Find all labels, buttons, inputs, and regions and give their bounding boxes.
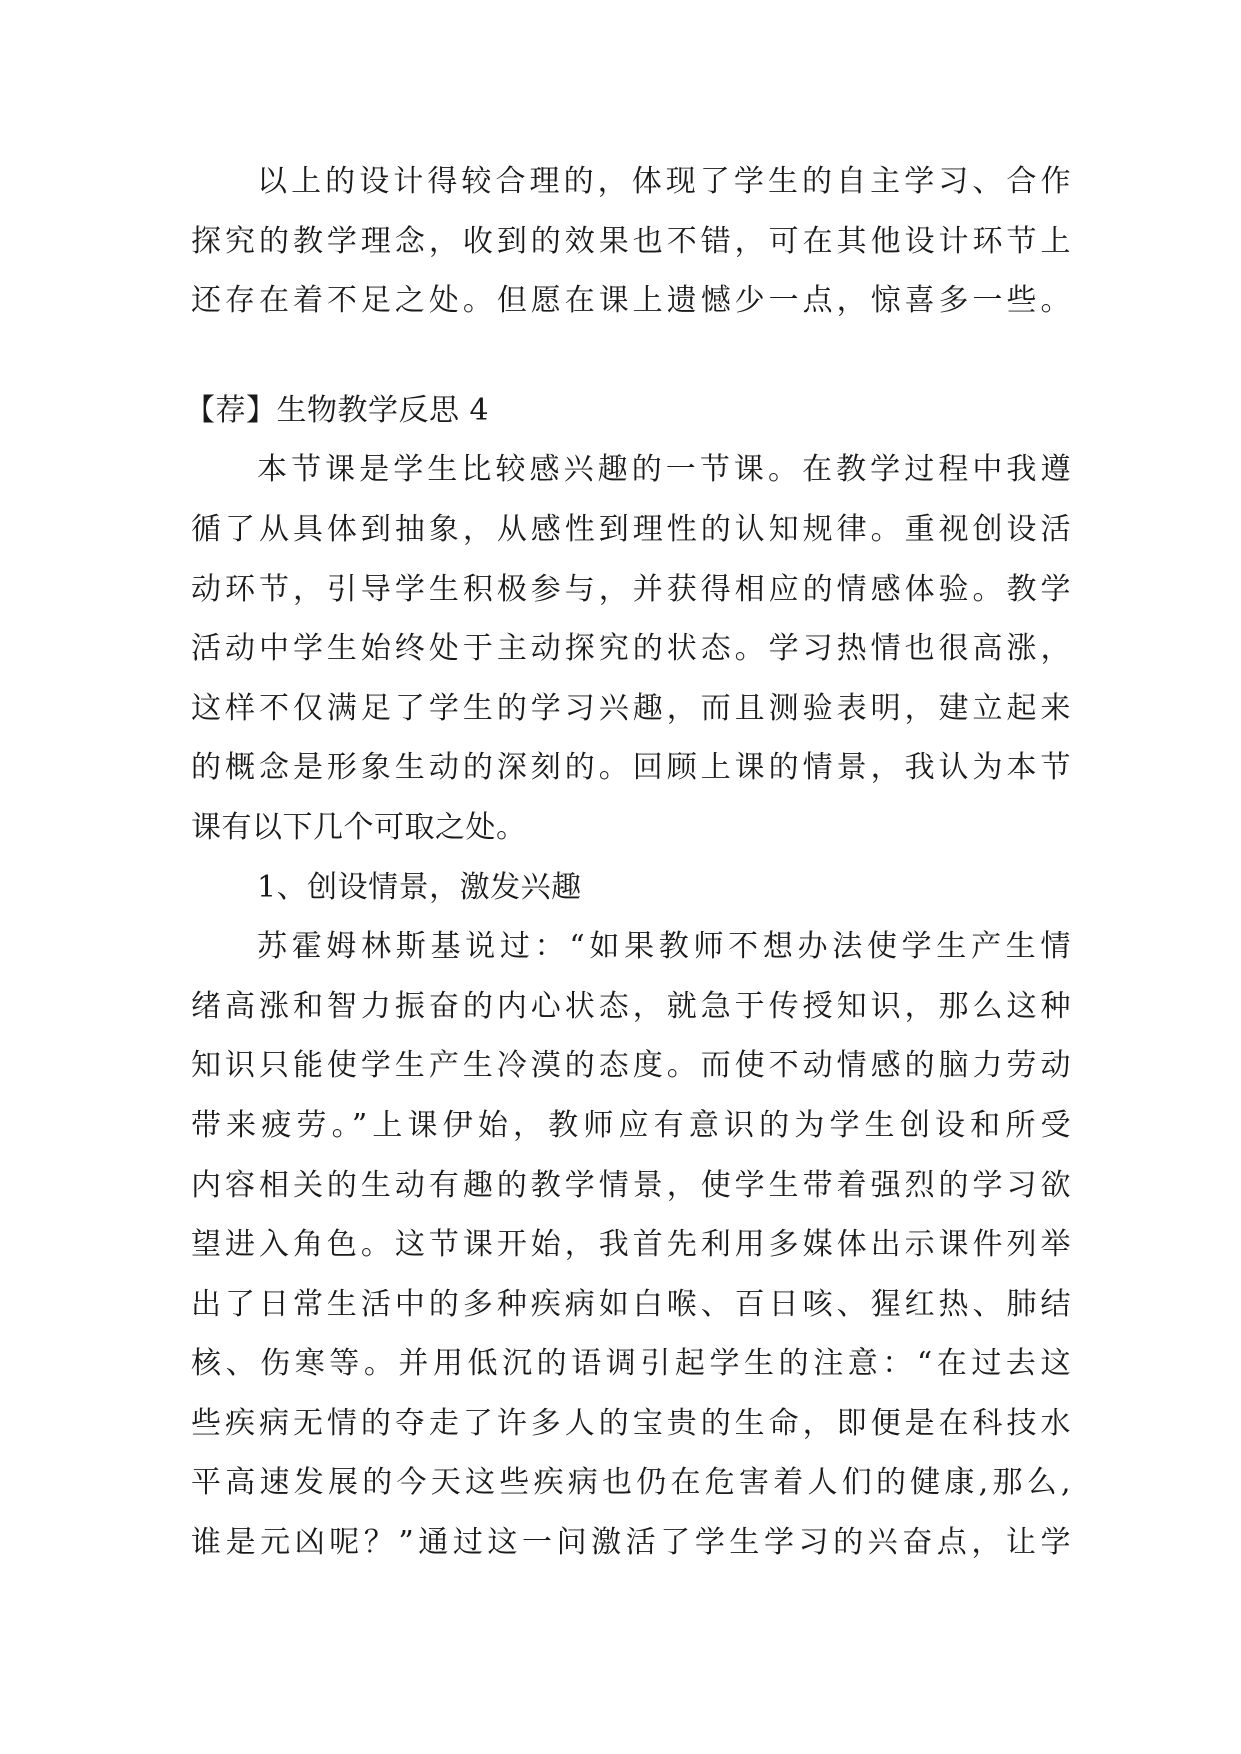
section-heading: 【荐】生物教学反思 4 [185,392,490,428]
paragraph-line: 还存在着不足之处。但愿在课上遗憾少一点，惊喜多一些。 [191,283,1071,319]
paragraph-line: 绪高涨和智力振奋的内心状态，就急于传授知识，那么这种 [191,988,1071,1024]
paragraph-3 [191,917,1071,1573]
paragraph-line: 谁是元凶呢？”通过这一问激活了学生学习的兴奋点，让学 [191,1525,1071,1561]
paragraph-line: 以上的设计得较合理的，体现了学生的自主学习、合作 [257,164,1071,199]
paragraph-line: 本节课是学生比较感兴趣的一节课。在教学过程中我遵 [257,452,1071,488]
paragraph-2 [191,440,1071,857]
paragraph-line: 出了日常生活中的多种疾病如白喉、百日咳、猩红热、肺结 [191,1286,1071,1322]
document-body [185,152,1071,1573]
paragraph-line: 带来疲劳。”上课伊始，教师应有意识的为学生创设和所受 [191,1107,1071,1143]
numbered-subheading: 1、创设情景，激发兴趣 [257,869,582,905]
paragraph-line: 苏霍姆林斯基说过：“如果教师不想办法使学生产生情 [257,929,1071,965]
paragraph-line: 的概念是形象生动的深刻的。回顾上课的情景，我认为本节 [191,750,1071,786]
paragraph-line: 活动中学生始终处于主动探究的状态。学习热情也很高涨， [191,631,1071,667]
paragraph-line: 知识只能使学生产生冷漠的态度。而使不动情感的脑力劳动 [191,1048,1071,1084]
paragraph-line: 这样不仅满足了学生的学习兴趣，而且测验表明，建立起来 [191,690,1071,726]
paragraph-line: 循了从具体到抽象，从感性到理性的认知规律。重视创设活 [191,511,1071,547]
paragraph-spacer [191,331,1071,381]
paragraph-line: 探究的教学理念，收到的效果也不错，可在其他设计环节上 [191,223,1071,259]
paragraph-line: 内容相关的生动有趣的教学情景，使学生带着强烈的学习欲 [191,1167,1071,1203]
paragraph-line: 动环节，引导学生积极参与，并获得相应的情感体验。教学 [191,571,1071,607]
paragraph-line: 核、伤寒等。并用低沉的语调引起学生的注意：“在过去这 [191,1346,1071,1382]
paragraph-line: 些疾病无情的夺走了许多人的宝贵的生命，即便是在科技水 [191,1405,1071,1441]
paragraph-line: 课有以下几个可取之处。 [191,809,527,845]
paragraph-line: 平高速发展的今天这些疾病也仍在危害着人们的健康,那么, [191,1465,1071,1501]
paragraph-line: 望进入角色。这节课开始，我首先利用多媒体出示课件列举 [191,1227,1071,1263]
paragraph-1 [191,152,1071,331]
